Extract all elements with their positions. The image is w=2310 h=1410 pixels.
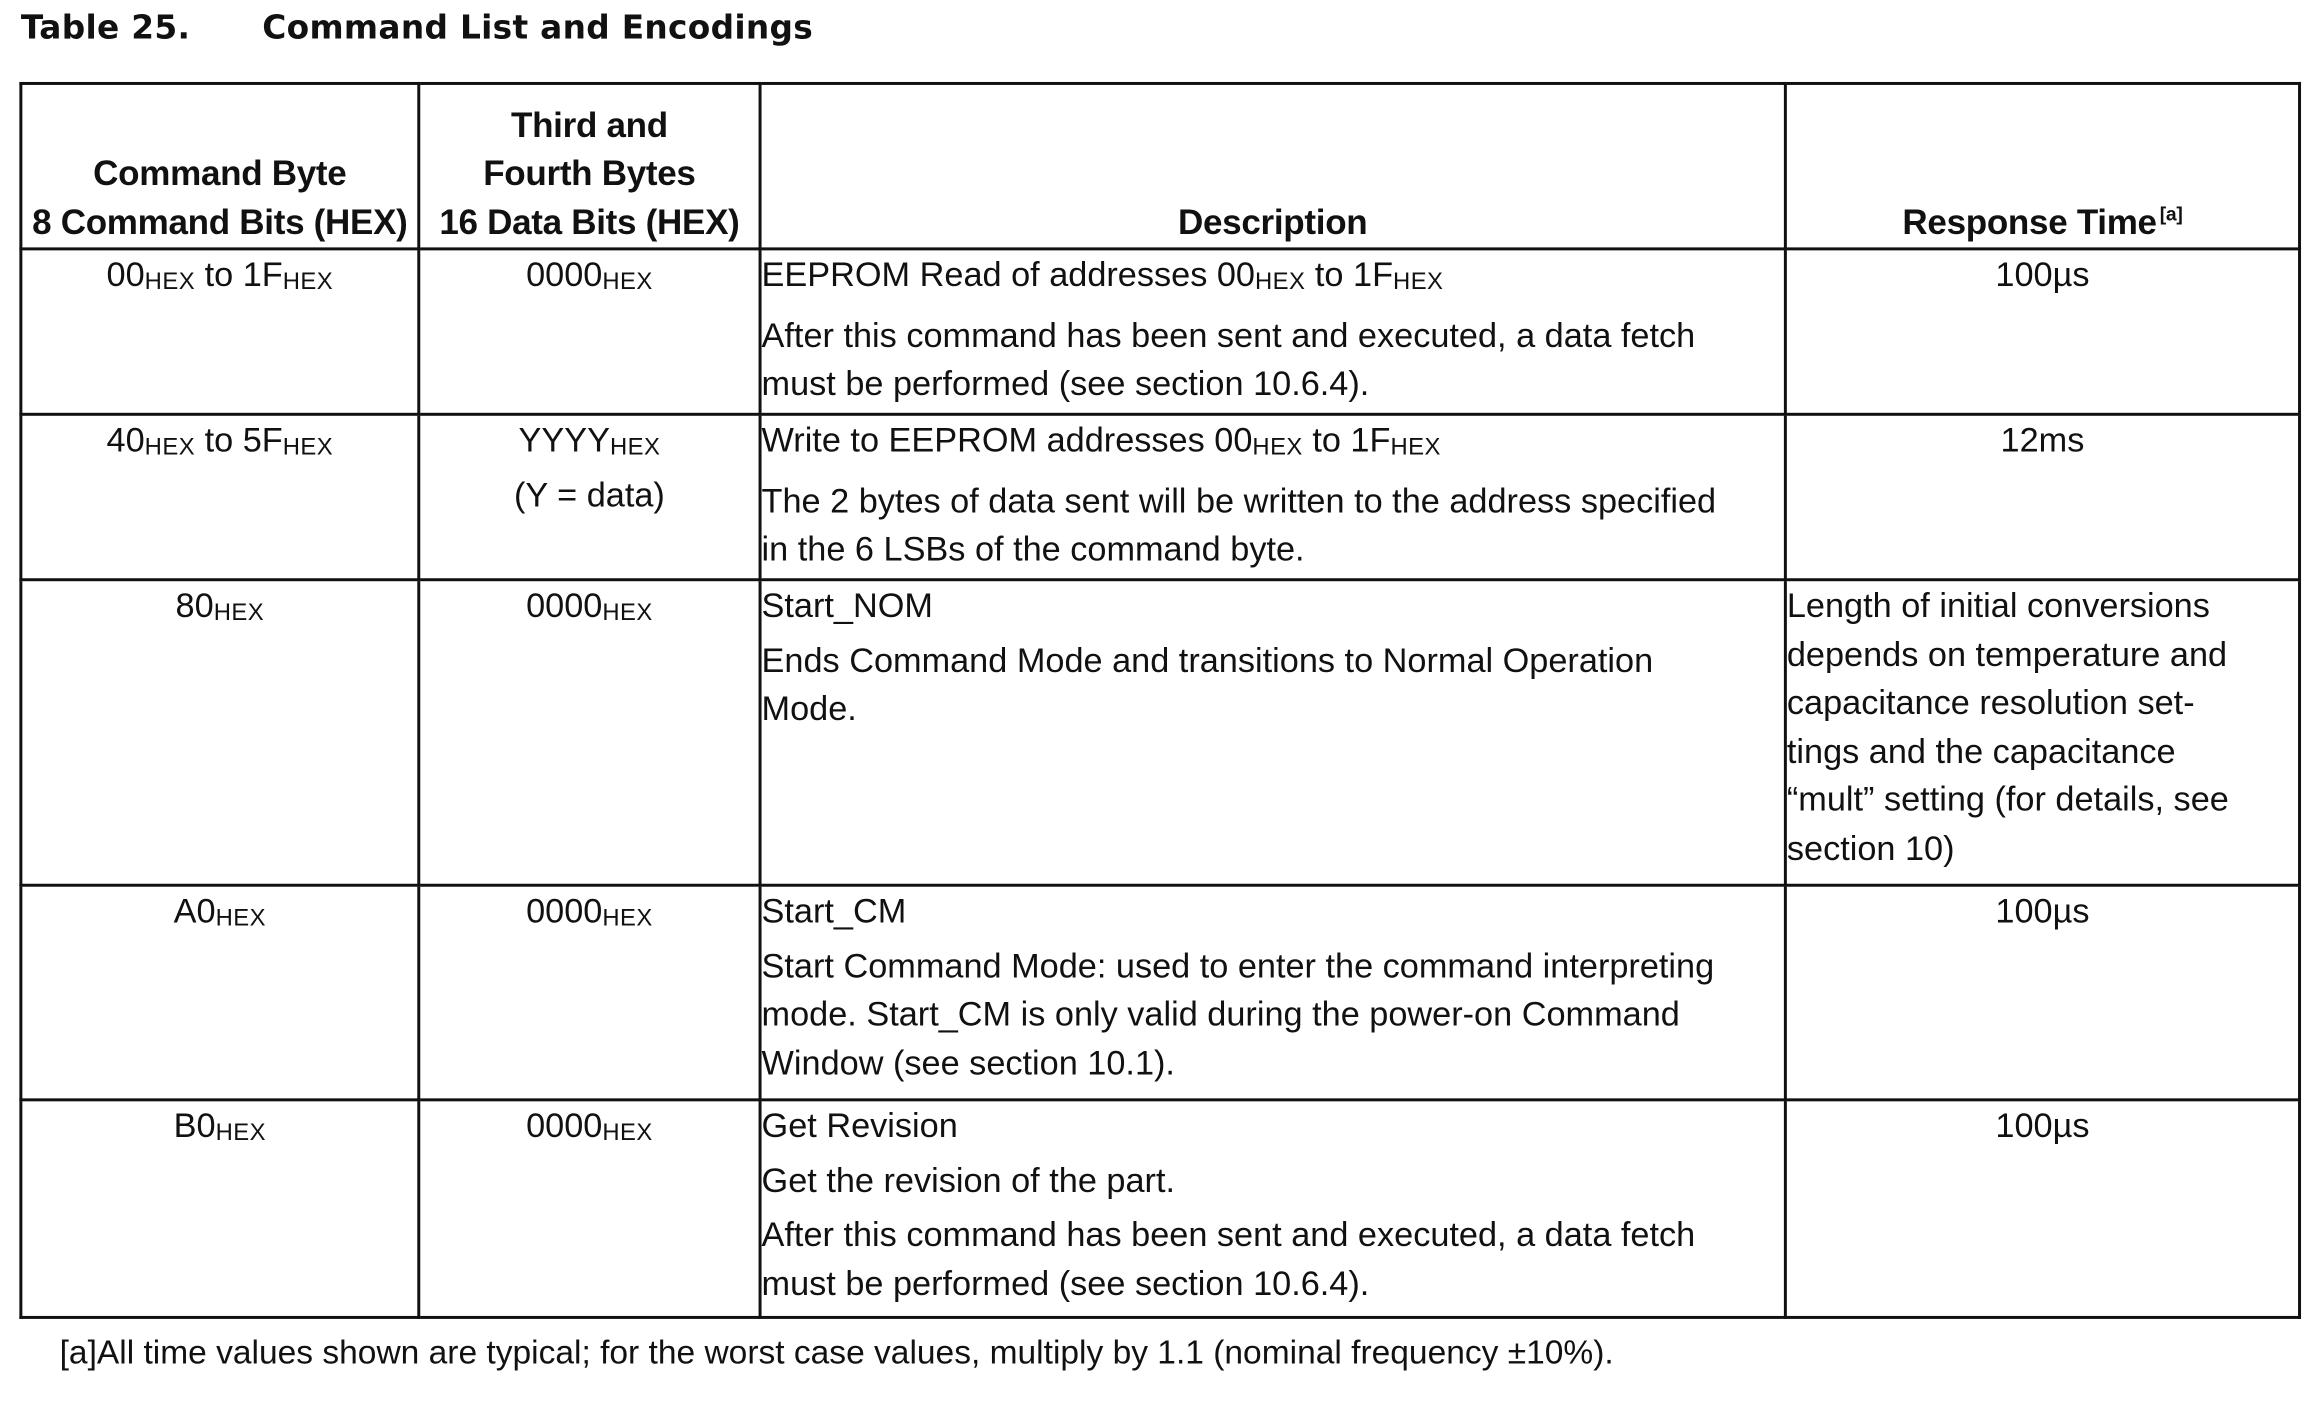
description-title: EEPROM Read of addresses 00HEX to 1FHEX xyxy=(761,254,1444,296)
command-cell: A0HEX xyxy=(21,885,419,1100)
header-response-time xyxy=(1785,83,2299,248)
command-cell: 40HEX to 5FHEX xyxy=(21,414,419,579)
description-title: Start_NOM xyxy=(761,585,933,625)
table-row xyxy=(21,1100,2300,1318)
description-text: After this command has been sent and executed, a data fetch must be performed (see section 10.6.4). xyxy=(761,1214,1696,1302)
table-row xyxy=(21,249,2300,414)
table-row xyxy=(21,885,2300,1100)
table-row xyxy=(21,580,2300,886)
header-command-byte-line1: Command Byte xyxy=(93,153,347,193)
header-data-bytes-line3: 16 Data Bits (HEX) xyxy=(439,201,740,241)
data-cell: 0000HEX xyxy=(419,580,760,886)
header-command-byte-line2: 8 Command Bits (HEX) xyxy=(32,201,408,241)
header-data-bytes-line2: Fourth Bytes xyxy=(483,153,696,193)
data-cell: 0000HEX xyxy=(419,1100,760,1318)
data-cell: 0000HEX xyxy=(419,885,760,1100)
command-cell: 00HEX to 1FHEX xyxy=(21,249,419,414)
header-description-label: Description xyxy=(1178,201,1368,241)
command-table xyxy=(19,82,2301,1319)
data-note: (Y = data) xyxy=(513,474,665,514)
data-cell: YYYYHEX (Y = data) xyxy=(419,414,760,579)
header-response-time-line xyxy=(1787,190,2298,246)
data-cell: 0000HEX xyxy=(419,249,760,414)
footnote-ref: [a] xyxy=(2159,201,2183,225)
description-cell xyxy=(760,1100,1785,1318)
description-text: Ends Command Mode and transitions to Normal Operation Mode. xyxy=(761,640,1654,728)
response-cell: 12ms xyxy=(1785,414,2299,579)
response-cell: 100µs xyxy=(1785,249,2299,414)
header-data-bytes-line1: Third and xyxy=(510,105,668,144)
table-number: Table 25. xyxy=(20,10,191,48)
response-cell: Length of initial conversions depends on temperature and capacitance resolution set- tings and the capacitance “mult” setting (for details, see section 10) xyxy=(1785,580,2299,886)
table-title: Command List and Encodings xyxy=(262,10,814,48)
description-title: Get Revision xyxy=(761,1105,958,1145)
command-cell: B0HEX xyxy=(21,1100,419,1318)
description-text: Start Command Mode: used to enter the command interpreting mode. Start_CM is only valid during the power-on Command Window (see section 10.1). xyxy=(761,945,1715,1082)
header-data-bytes xyxy=(419,83,760,248)
description-cell xyxy=(760,580,1785,886)
header-row xyxy=(21,83,2300,248)
table-footnote: [a]All time values shown are typical; for the worst case values, multiply by 1.1 (nominal frequency ±10%). xyxy=(59,1333,1614,1372)
header-command-byte xyxy=(21,83,419,248)
response-cell: 100µs xyxy=(1785,1100,2299,1318)
description-text: The 2 bytes of data sent will be written to the address specified in the 6 LSBs of the command byte. xyxy=(761,480,1717,568)
table-caption xyxy=(21,6,813,54)
header-description xyxy=(760,83,1785,248)
description-cell xyxy=(760,249,1785,414)
description-text: After this command has been sent and executed, a data fetch must be performed (see section 10.6.4). xyxy=(761,315,1696,403)
table-row xyxy=(21,414,2300,579)
description-intro: Get the revision of the part. xyxy=(761,1160,1176,1199)
command-cell: 80HEX xyxy=(21,580,419,886)
description-title: Write to EEPROM addresses 00HEX to 1FHEX xyxy=(761,420,1441,461)
response-cell: 100µs xyxy=(1785,885,2299,1100)
header-response-time-label: Response Time xyxy=(1902,201,2157,241)
description-title: Start_CM xyxy=(761,891,907,930)
description-cell xyxy=(760,414,1785,579)
description-cell xyxy=(760,885,1785,1100)
